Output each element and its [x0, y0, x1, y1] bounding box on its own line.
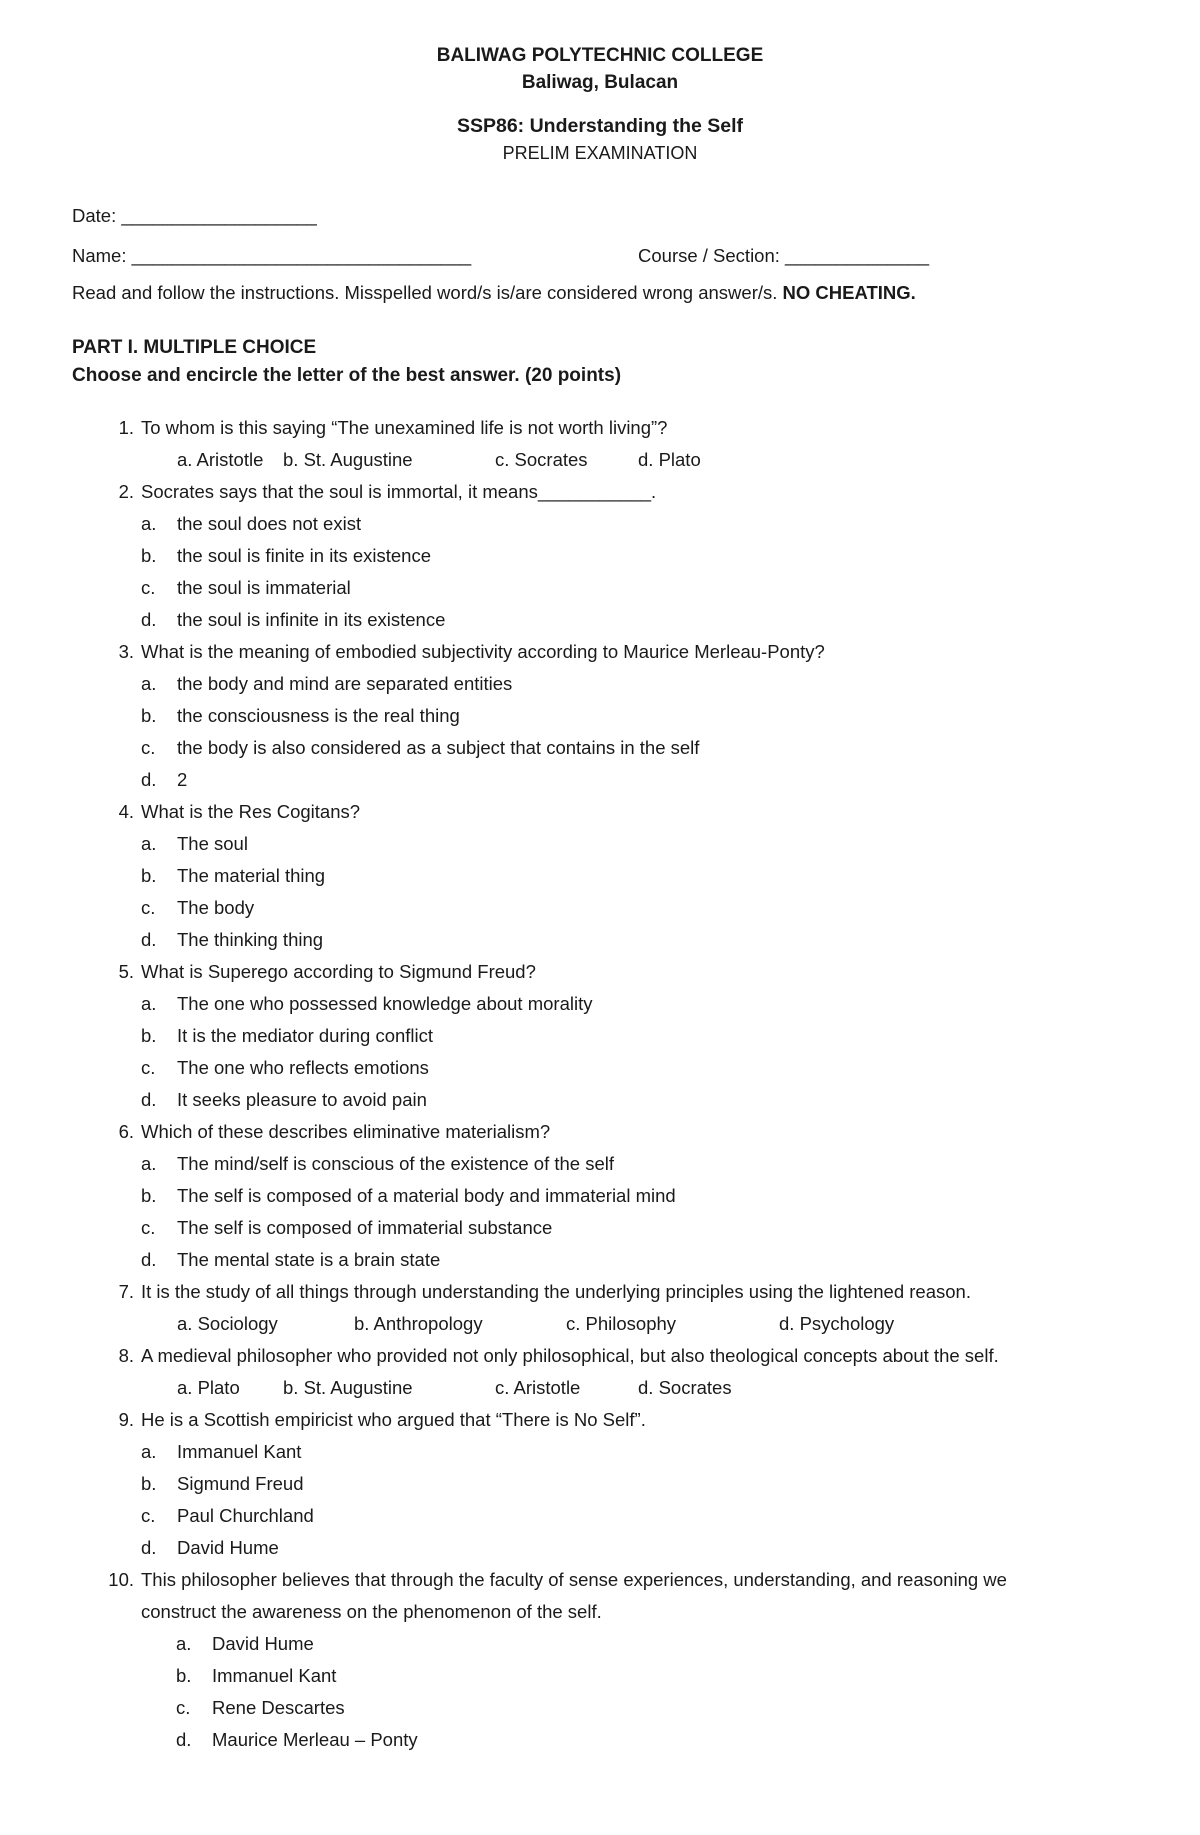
choice-text: The mind/self is conscious of the existence of the self: [177, 1153, 615, 1174]
choice-text: The self is composed of immaterial substance: [177, 1217, 553, 1238]
question-text: Which of these describes eliminative materialism?: [141, 1121, 551, 1142]
part-title: PART I. MULTIPLE CHOICE: [72, 337, 317, 358]
choice-letter[interactable]: d.: [141, 769, 157, 790]
choice-text: the soul is infinite in its existence: [177, 609, 446, 630]
choice-text: the body and mind are separated entities: [177, 673, 513, 694]
choice-letter[interactable]: c.: [141, 737, 156, 758]
question-number: 3.: [118, 641, 134, 662]
question-number: 1.: [118, 417, 134, 438]
choice-letter[interactable]: a.: [141, 1153, 157, 1174]
choice-option[interactable]: [0, 508, 1200, 540]
choice-option[interactable]: b. St. Augustine: [283, 1377, 413, 1398]
choice-option[interactable]: [0, 572, 1200, 604]
question-number: 4.: [118, 801, 134, 822]
choice-letter[interactable]: b.: [141, 865, 157, 886]
choice-text: The mental state is a brain state: [177, 1249, 441, 1270]
choice-option[interactable]: [0, 1436, 1200, 1468]
choice-text: the soul is immaterial: [177, 577, 351, 598]
choice-text: Immanuel Kant: [177, 1441, 302, 1462]
choice-letter[interactable]: c.: [141, 1217, 156, 1238]
question-text: What is the meaning of embodied subjectivity according to Maurice Merleau-Ponty?: [141, 641, 825, 662]
choice-text: It is the mediator during conflict: [177, 1025, 434, 1046]
choice-option[interactable]: [0, 860, 1200, 892]
choice-letter[interactable]: a.: [141, 513, 157, 534]
choice-option[interactable]: [0, 668, 1200, 700]
choice-letter[interactable]: d.: [141, 1537, 157, 1558]
choice-letter[interactable]: b.: [176, 1665, 192, 1686]
question-number: 5.: [118, 961, 134, 982]
choice-option[interactable]: [0, 732, 1200, 764]
choice-text: It seeks pleasure to avoid pain: [177, 1089, 427, 1110]
choice-letter[interactable]: c.: [141, 1505, 156, 1526]
choice-letter[interactable]: b.: [141, 545, 157, 566]
choice-option[interactable]: [0, 1628, 1200, 1660]
choice-option[interactable]: [0, 1500, 1200, 1532]
choice-option[interactable]: [0, 892, 1200, 924]
choice-text: Immanuel Kant: [212, 1665, 337, 1686]
choice-text: The one who reflects emotions: [177, 1057, 429, 1078]
question-item: [0, 636, 1200, 668]
question-text: Socrates says that the soul is immortal, it means___________.: [141, 481, 657, 502]
choice-option[interactable]: [0, 988, 1200, 1020]
question-item: [0, 1404, 1200, 1436]
choice-text: 2: [177, 769, 188, 790]
choice-text: Maurice Merleau – Ponty: [212, 1729, 418, 1750]
question-item: [0, 476, 1200, 508]
choice-letter[interactable]: a.: [141, 1441, 157, 1462]
choice-text: The self is composed of a material body and immaterial mind: [177, 1185, 676, 1206]
question-text-continued: [0, 1596, 1200, 1628]
no-cheating-notice: NO CHEATING.: [782, 282, 916, 303]
choice-option[interactable]: b. Anthropology: [354, 1313, 483, 1334]
choice-option[interactable]: [0, 1532, 1200, 1564]
choice-letter[interactable]: a.: [141, 673, 157, 694]
choice-text: David Hume: [212, 1633, 314, 1654]
choice-letter[interactable]: d.: [141, 1249, 157, 1270]
choice-option[interactable]: [0, 1660, 1200, 1692]
choice-option[interactable]: [0, 1468, 1200, 1500]
question-text-line: construct the awareness on the phenomenon of the self.: [141, 1601, 602, 1622]
question-text: To whom is this saying “The unexamined life is not worth living”?: [141, 417, 668, 438]
choice-option[interactable]: [0, 1244, 1200, 1276]
question-number: 6.: [118, 1121, 134, 1142]
inline-choices: [0, 1308, 1200, 1340]
choice-option[interactable]: a. Sociology: [177, 1313, 278, 1334]
choice-text: The one who possessed knowledge about morality: [177, 993, 593, 1014]
choice-letter[interactable]: c.: [141, 897, 156, 918]
choice-option[interactable]: [0, 1212, 1200, 1244]
inline-choices: [0, 1372, 1200, 1404]
choice-letter[interactable]: d.: [141, 929, 157, 950]
question-number: 2.: [118, 481, 134, 502]
inline-choices: [0, 444, 1200, 476]
part-directions: Choose and encircle the letter of the best answer. (20 points): [72, 365, 622, 386]
choice-letter[interactable]: d.: [141, 1089, 157, 1110]
question-text: He is a Scottish empiricist who argued that “There is No Self”.: [141, 1409, 646, 1430]
choice-option[interactable]: a. Aristotle: [177, 449, 264, 470]
choice-option[interactable]: [0, 700, 1200, 732]
instructions: [72, 282, 916, 304]
question-item: [0, 412, 1200, 444]
choice-option[interactable]: c. Aristotle: [495, 1377, 581, 1398]
choice-letter[interactable]: a.: [141, 993, 157, 1014]
choice-text: David Hume: [177, 1537, 279, 1558]
choice-option[interactable]: [0, 540, 1200, 572]
choice-option[interactable]: [0, 828, 1200, 860]
exam-title: PRELIM EXAMINATION: [502, 143, 698, 163]
question-number: 8.: [118, 1345, 134, 1366]
choice-text: Rene Descartes: [212, 1697, 345, 1718]
course-section-field[interactable]: Course / Section: ______________: [638, 245, 930, 266]
choice-option[interactable]: a. Plato: [177, 1377, 240, 1398]
question-item: [0, 956, 1200, 988]
choice-letter[interactable]: a.: [176, 1633, 192, 1654]
choice-text: The material thing: [177, 865, 326, 886]
exam-header: [0, 42, 1200, 167]
question-number: 9.: [118, 1409, 134, 1430]
choice-option[interactable]: [0, 604, 1200, 636]
choice-option[interactable]: [0, 1724, 1200, 1756]
question-list: [0, 412, 1200, 1756]
choice-letter[interactable]: b.: [141, 1473, 157, 1494]
choice-option[interactable]: [0, 1180, 1200, 1212]
name-field[interactable]: Name: _________________________________: [72, 245, 472, 266]
choice-text: the body is also considered as a subject that contains in the self: [177, 737, 700, 758]
choice-letter[interactable]: b.: [141, 1025, 157, 1046]
question-item: [0, 1116, 1200, 1148]
choice-option[interactable]: d. Socrates: [638, 1377, 732, 1398]
choice-option[interactable]: [0, 1084, 1200, 1116]
choice-text: The soul: [177, 833, 248, 854]
choice-letter[interactable]: b.: [141, 705, 157, 726]
choice-option[interactable]: d. Psychology: [779, 1313, 895, 1334]
question-text: It is the study of all things through understanding the underlying principles using the lightened reason.: [141, 1281, 971, 1302]
school-location: Baliwag, Bulacan: [521, 72, 679, 93]
question-text: What is Superego according to Sigmund Freud?: [141, 961, 536, 982]
question-text: This philosopher believes that through the faculty of sense experiences, understanding, and reasoning we: [141, 1569, 1007, 1590]
choice-text: the consciousness is the real thing: [177, 705, 460, 726]
choice-option[interactable]: d. Plato: [638, 449, 701, 470]
choice-text: the soul is finite in its existence: [177, 545, 431, 566]
choice-option[interactable]: [0, 1020, 1200, 1052]
choice-option[interactable]: [0, 764, 1200, 796]
choice-text: Sigmund Freud: [177, 1473, 304, 1494]
choice-option[interactable]: [0, 924, 1200, 956]
choice-text: the soul does not exist: [177, 513, 362, 534]
choice-option[interactable]: c. Socrates: [495, 449, 588, 470]
choice-letter[interactable]: a.: [141, 833, 157, 854]
question-text: A medieval philosopher who provided not only philosophical, but also theological concepts about the self.: [141, 1345, 999, 1366]
part-one-heading: [72, 334, 621, 390]
choice-option[interactable]: b. St. Augustine: [283, 449, 413, 470]
choice-letter[interactable]: c.: [141, 577, 156, 598]
choice-option[interactable]: [0, 1148, 1200, 1180]
date-field[interactable]: Date: ___________________: [72, 205, 317, 226]
question-item: [0, 1564, 1200, 1596]
question-item: [0, 1340, 1200, 1372]
course-title: SSP86: Understanding the Self: [456, 115, 744, 137]
question-item: [0, 1276, 1200, 1308]
choice-letter[interactable]: d.: [176, 1729, 192, 1750]
choice-text: Paul Churchland: [177, 1505, 314, 1526]
question-number: 10.: [108, 1569, 134, 1590]
question-number: 7.: [118, 1281, 134, 1302]
choice-text: The thinking thing: [177, 929, 324, 950]
choice-option[interactable]: c. Philosophy: [566, 1313, 677, 1334]
choice-letter[interactable]: c.: [176, 1697, 191, 1718]
question-item: [0, 796, 1200, 828]
choice-option[interactable]: [0, 1052, 1200, 1084]
choice-letter[interactable]: c.: [141, 1057, 156, 1078]
question-text: What is the Res Cogitans?: [141, 801, 361, 822]
choice-text: The body: [177, 897, 255, 918]
instructions-text: Read and follow the instructions. Misspelled word/s is/are considered wrong answer/s.: [72, 282, 783, 303]
choice-option[interactable]: [0, 1692, 1200, 1724]
choice-letter[interactable]: b.: [141, 1185, 157, 1206]
choice-letter[interactable]: d.: [141, 609, 157, 630]
school-name: BALIWAG POLYTECHNIC COLLEGE: [436, 45, 764, 66]
